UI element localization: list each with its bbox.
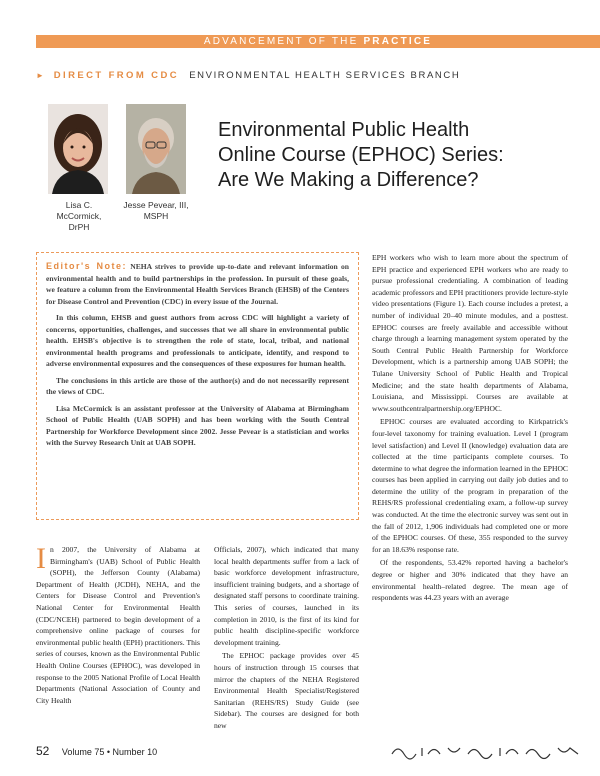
page-footer (36, 744, 157, 758)
body-column-2 (214, 544, 359, 734)
author-photo-mccormick (48, 104, 108, 194)
editor-note-label: Editor's Note: (46, 261, 127, 271)
title-line-3: Are We Making a Difference? (218, 169, 479, 191)
article-title (218, 118, 588, 193)
volume-info: Volume 75 • Number 10 (61, 747, 158, 757)
editor-note-p3: The conclusions in this article are those of the author(s) and do not necessarily represent the views of CDC. (46, 375, 349, 396)
body-column-1 (36, 544, 200, 708)
body-column-3 (372, 252, 568, 606)
editor-note-text-1: NEHA strives to provide up-to-date and relevant information on environmental health and to build partnerships in the profession. In pursuit of these goals, we feature a column from the Environmental Health Services Branch (EHSB) of the Centers for Disease Control and Prevention (CDC) in every issue of the Journal. (46, 262, 349, 306)
section-banner (36, 35, 600, 48)
editor-note-p1 (46, 261, 349, 307)
banner-bold: PRACTICE (363, 36, 433, 47)
body-col3-p1: EPH workers who wish to learn more about the spectrum of EPH practice and experienced EPH workers who are ready to pursue professional credentialing. A combination of leading academic professors and EPH practitioners provide lecture-style video presentations (Figure 1). Each course includes a pretest, a number of individual 20–40 minute modules, and a posttest. EPHOC courses are freely available and accessible without charge through a learning management system operated by the South Central Public Health Partnership for Workforce Development, which is a partnership among UAB SOPH; the Tulane University School of Public Health and Tropical Medicine; and the state health departments of Alabama, Louisiana, and Mississippi. Courses are available at www.southcentralpartnership.org/EPHOC. (372, 253, 568, 413)
author-2-line-2: MSPH (143, 211, 169, 221)
banner-prefix: ADVANCEMENT OF THE (203, 36, 359, 47)
author-1-line-1: Lisa C. (65, 200, 93, 210)
body-col2-p2: The EPHOC package provides over 45 hours of instruction through 15 courses that mirror the chapters of the NEHA Registered Environmental Health Specialist/Registered Sanitarian (REHS/RS) Study Guide (see Sidebar). The courses are designed for both new (214, 651, 359, 730)
body-col1-p1 (36, 544, 200, 706)
page-number: 52 (36, 744, 50, 758)
column-label: DIRECT FROM CDC (53, 70, 179, 81)
column-header (36, 70, 460, 81)
column-subtitle: ENVIRONMENTAL HEALTH SERVICES BRANCH (189, 70, 461, 81)
title-line-2: Online Course (EPHOC) Series: (218, 144, 504, 166)
editor-note-box (36, 252, 359, 520)
drop-cap: I (36, 542, 46, 575)
title-line-1: Environmental Public Health (218, 119, 470, 141)
editor-note-p2: In this column, EHSB and guest authors from across CDC will highlight a variety of concerns, opportunities, challenges, and successes that we all share in environmental public health. EHSB's objective is to strengthen the role of state, local, tribal, and national environmental health programs and professionals to anticipate, identify, and respond to adverse environmental exposures and the consequences of these exposures for human health. (46, 313, 349, 368)
triangle-bullet-icon: ► (36, 71, 46, 80)
author-caption-1 (50, 200, 108, 233)
body-col1-text: n 2007, the University of Alabama at Birmingham's (UAB) School of Public Health (SOPH), the Jefferson County (Alabama) Department of Health (JCDH), NEHA, and the Centers for Disease Control and Prevention's National Center for Environmental Health (CDC/NCEH) partnered to begin development of a comprehensive online package of courses for environmental public health (EPH) practitioners. This series of courses, known as the Environmental Public Health Online Courses (EPHOC), was developed in response to the 2005 National Profile of Local Health Departments (National Association of County and City Health (36, 545, 200, 705)
body-col3-p3: Of the respondents, 53.42% reported having a bachelor's degree or higher and 30% indicated that they have an environmental health–related degree. The mean age of respondents was 44.23 years with an average (372, 558, 568, 603)
journal-logo-script (388, 742, 588, 760)
author-2-line-1: Jesse Pevear, III, (123, 200, 189, 210)
body-col2-p1: Officials, 2007), which indicated that many local health departments suffer from a lack of basic workforce development infrastructure, insufficient training budgets, and a shortage of designated staff persons to coordinate training. This series of courses, launched in its completion in 2010, is the first of its kind for public health discipline-specific workforce development training. (214, 545, 359, 647)
author-1-line-2: McCormick, (56, 211, 102, 221)
body-col3-p2: EPHOC courses are evaluated according to Kirkpatrick's four-level taxonomy for training evaluation. Level I (program level satisfaction) and Level II (knowledge) evaluation data are collected at the time participants complete courses. To determine to what degree the information learned in the EPHOC courses has been applied in carrying out daily job duties and to determine the utility of the program in preparation of the REHS/RS professional credentialing exam, a follow-up survey was conducted. At the time the electronic survey was sent out in the fall of 2012, 1,906 individuals had completed one or more of the EPHOC courses. Of these, 355 responded to the survey for an 18.63% response rate. (372, 417, 568, 554)
author-1-line-3: DrPH (68, 222, 90, 232)
author-photo-pevear (126, 104, 186, 194)
author-caption-2 (118, 200, 194, 222)
editor-note-p4: Lisa McCormick is an assistant professor at the University of Alabama at Birmingham School of Public Health (UAB SOPH) and has been working with the South Central Partnership for Workforce Development since 2002. Jesse Pevear is a statistician and works with the Survey Research Unit at UAB SOPH. (46, 403, 349, 447)
